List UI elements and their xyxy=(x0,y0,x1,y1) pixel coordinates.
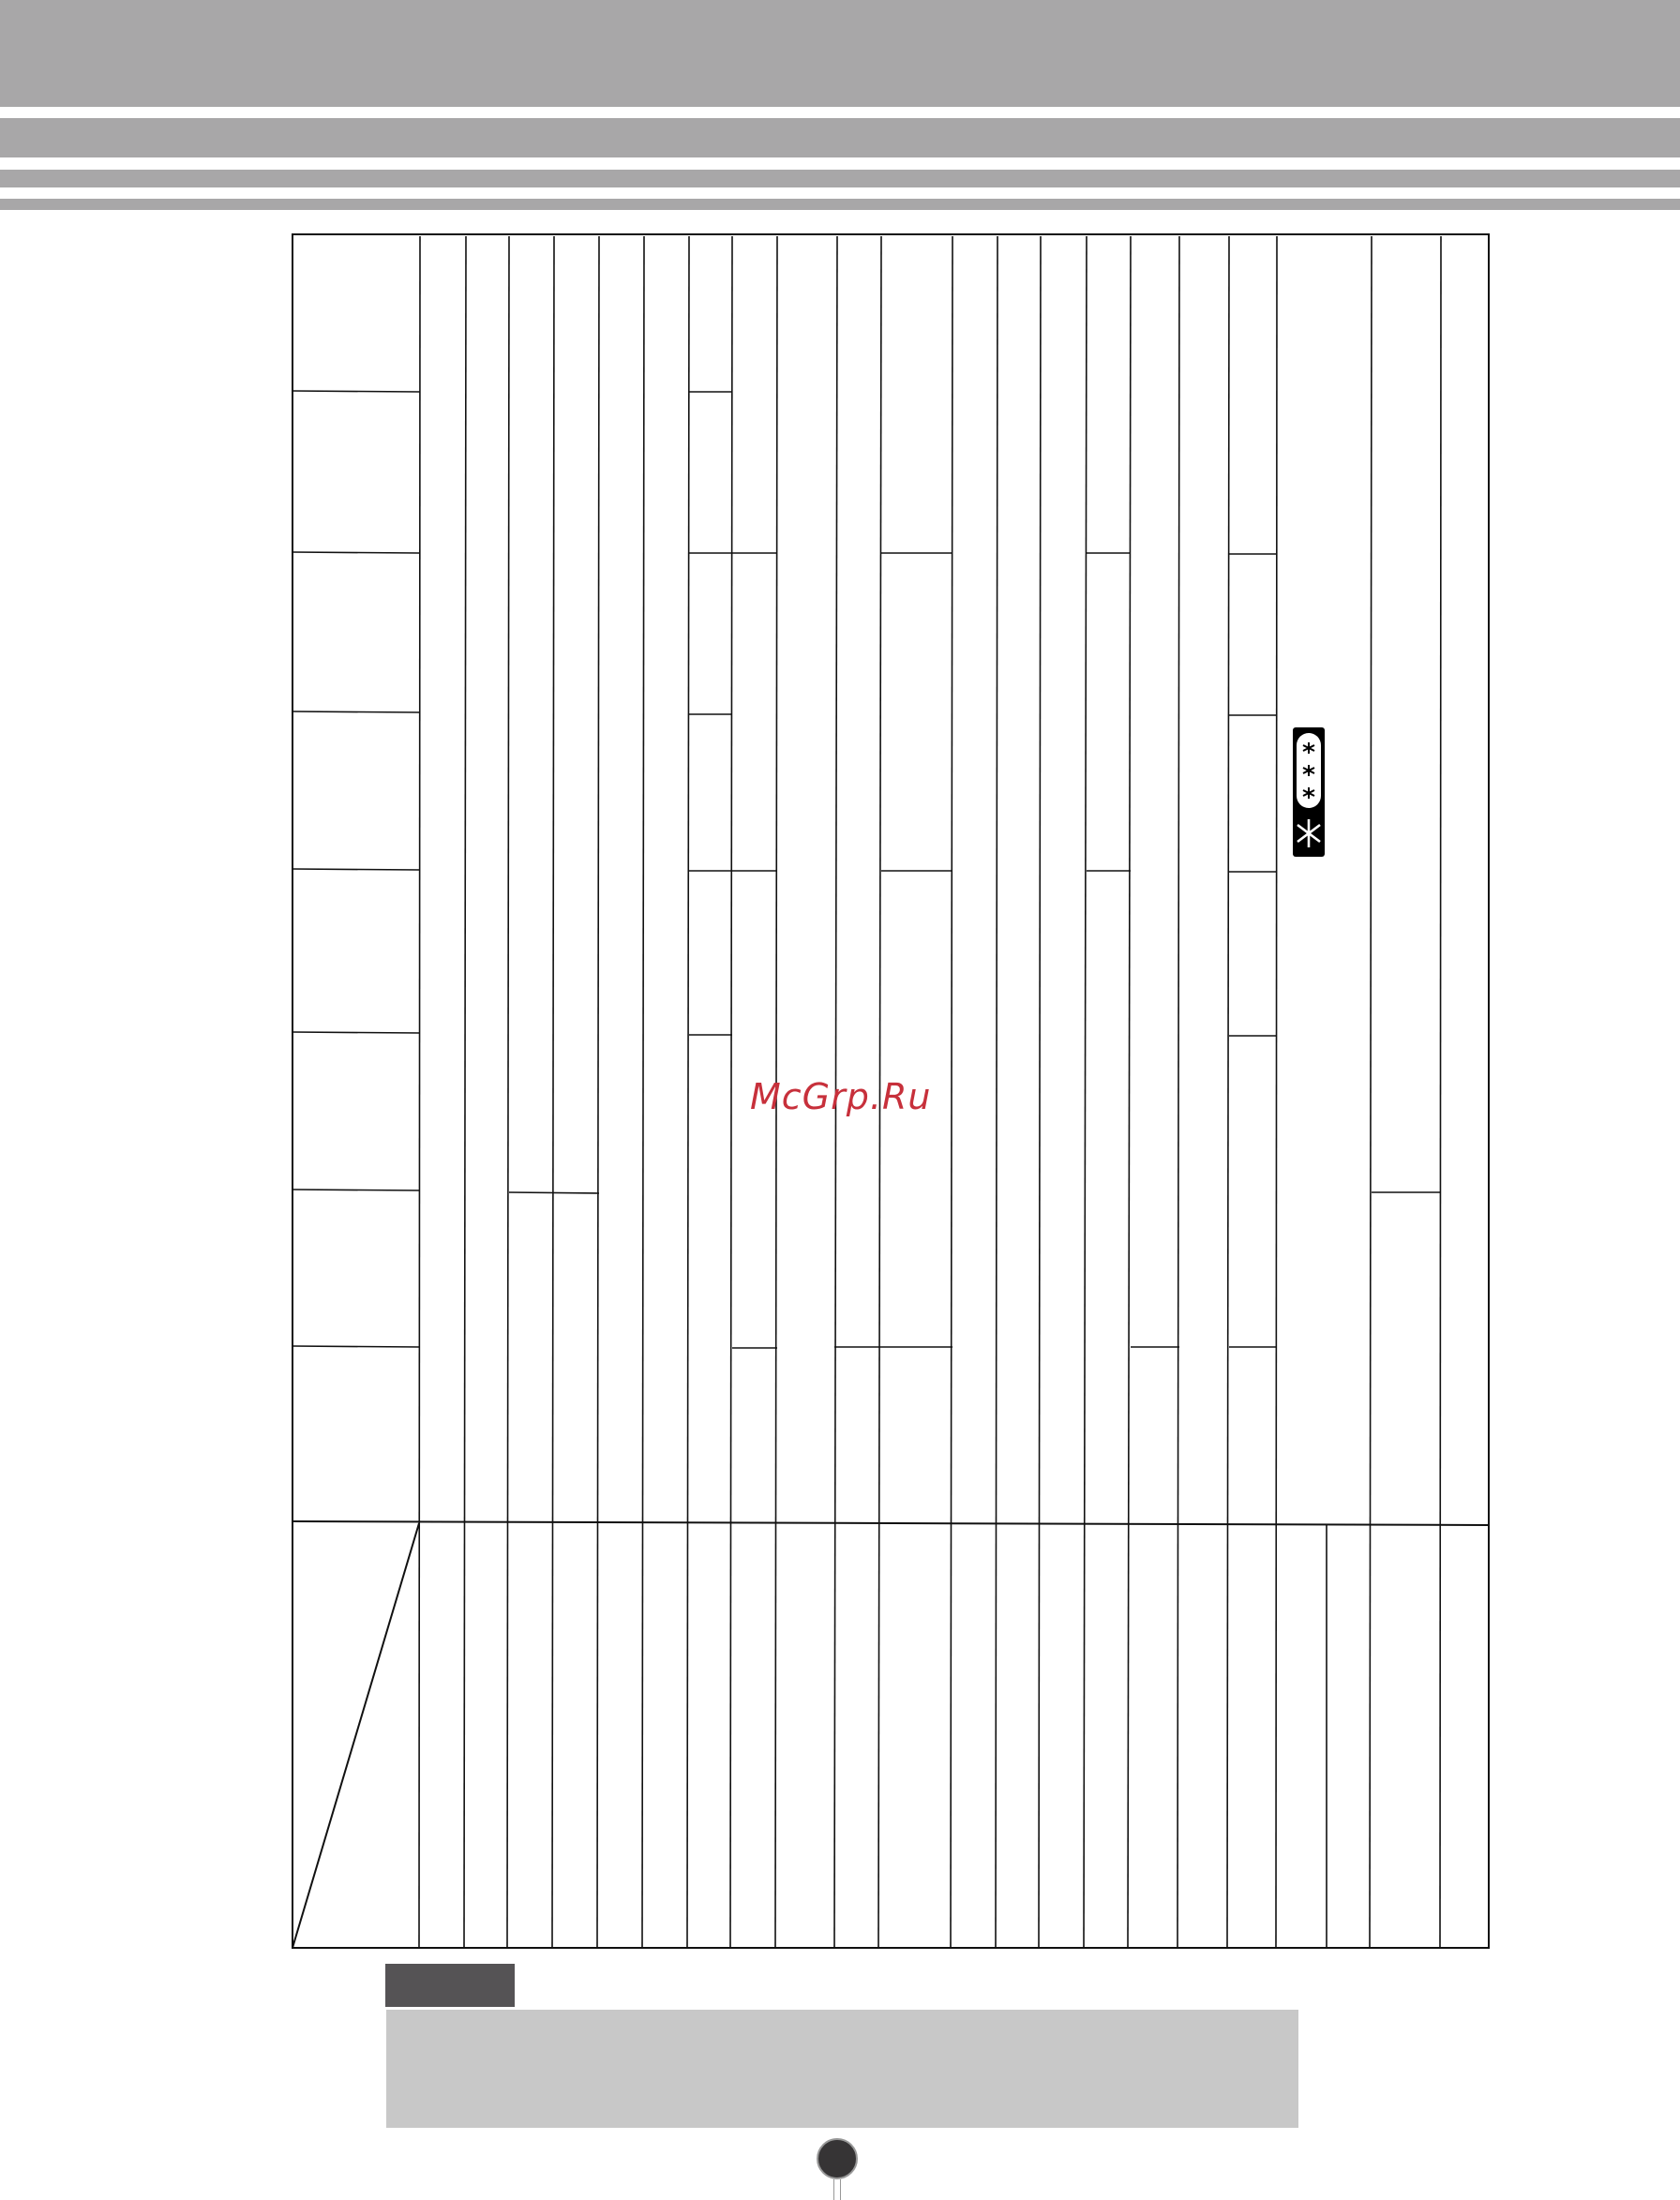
table-col xyxy=(1128,236,1131,1948)
table-col xyxy=(507,236,509,1948)
note-label-tab xyxy=(385,1964,515,2007)
table-col xyxy=(552,236,554,1948)
table-col xyxy=(1370,236,1372,1948)
table-col xyxy=(1178,236,1179,1948)
page-marker-stem xyxy=(833,2179,841,2200)
table-col xyxy=(1227,236,1229,1948)
table-col xyxy=(996,236,998,1948)
table-row-line xyxy=(292,552,420,553)
rotated-asterisk-badge xyxy=(1293,727,1325,857)
table-row-line xyxy=(292,711,420,712)
table-col xyxy=(597,236,599,1948)
table-col xyxy=(642,236,644,1948)
page-circle-icon xyxy=(817,2138,858,2179)
table-col xyxy=(687,236,689,1948)
table-col xyxy=(1276,236,1277,1948)
table-col xyxy=(1084,236,1087,1948)
table-row-line xyxy=(292,1032,420,1033)
table-section-divider xyxy=(292,1521,1489,1525)
table-col xyxy=(419,236,420,1948)
table-header-rows xyxy=(292,391,420,1347)
table-cell-dividers xyxy=(509,392,1441,1348)
watermark-text: McGrp.Ru xyxy=(750,1076,932,1117)
table-col xyxy=(464,236,466,1948)
table-col xyxy=(951,236,952,1948)
table-diagonal xyxy=(292,1523,419,1948)
table-col xyxy=(1440,236,1441,1948)
note-box xyxy=(386,2010,1298,2128)
table-col xyxy=(730,236,732,1948)
table-col xyxy=(1039,236,1041,1948)
table-row-line xyxy=(292,1346,420,1347)
table-cell-line xyxy=(509,1192,599,1193)
table-row-line xyxy=(292,391,420,392)
table-row-line xyxy=(292,869,420,870)
